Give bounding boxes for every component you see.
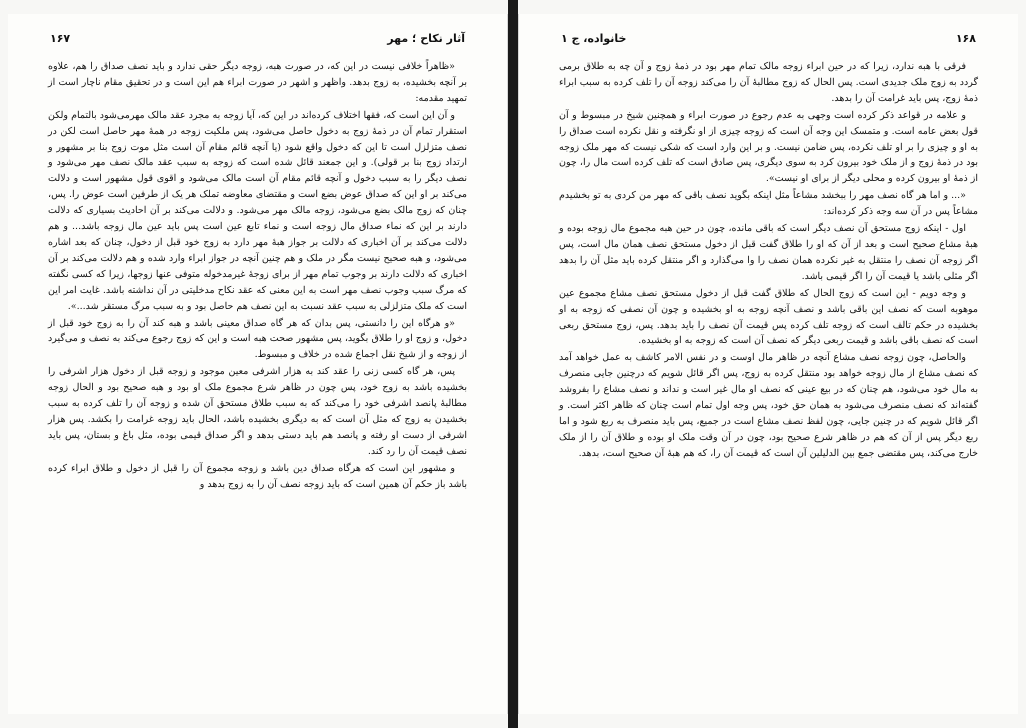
paragraph: والحاصل، چون زوجه نصف مشاع آنچه در ظاهر مال اوست و در نفس الامر کاشف به عمل خواهد آمد که نصف مشاع از مال زوجه خواهد بود منتقل کرده به زوج، پس اگر قائل شویم که درچنین جایی منصرف به مال خود می‌شود، هم چنان که در بیع عینی که نصف او مال غیر است و نداند و نصف مشاع را بفروشد گفته‌اند که نصف منصرف می‌شود به همان حق خود، پس وجه اول تمام است چنان که ظاهر اکثر است. و اگر قائل شویم که در چنین جایی، چون لفظ نصف مشاع است در جمیع، پس باید منصرف به ربع شود و اما ربع دیگر پس از آن که هم در ظاهر شرع صحیح بود، چون در آن وقت ملک او بوده و طلاق آن را از ملک خارج می‌کند، پس مقتضی جمع بین الدلیلین آن است که قیمت آن را، که هم هبهٔ آن صحیح است، بدهد. xyxy=(559,352,978,459)
paragraph: فرقی با هبه ندارد، زیرا که در حین ابراء زوجه مالک تمام مهر بود در ذمهٔ زوج و آن چه به طلاق برمی گردد به زوج ملک جدیدی است. پس الحال که زوج مطالبهٔ آن را می‌کند زوجه آن را تلف کرده به سبب ابراء ذمهٔ زوج، پس باید غرامت آن را بدهد. xyxy=(559,61,978,104)
paragraph: و علامه در قواعد ذکر کرده است وجهی به عدم رجوع در صورت ابراء و همچنین شیخ در مبسوط و آن قول بعض عامه است. و متمسک این وجه آن است که زوجه چیزی از او نگرفته و نقل نکرده است صداق را به او و چیزی را بر او تلف نکرده، پس ضامن نیست. و بر این وارد است که شکی نیست که مهر ملک زوجه بود در ذمهٔ زوج و از ملک خود بیرون کرد به سوی دیگری، پس صادق است که تلف کرده است مال را، چون از ذمهٔ او بیرون کرده و محلی دیگر از برای او نیست». xyxy=(559,109,978,185)
left-page-header xyxy=(48,32,467,45)
paragraph: پس، هر گاه کسی زنی را عقد کند به هزار اشرفی معین موجود و زوجه قبل از دخول هزار اشرفی را بخشیده باشد به زوج خود، پس چون در ظاهر شرع مجموع ملک او بود و هبه صحیح بود و الحال زوجه مطالبهٔ پانصد اشرفی خود را می‌کند که به سبب طلاق مستحق آن شده و زوجه آن را تلف کرده به سبب بخشیدن به زوج که مثل آن است که به دیگری بخشیده باشد، الحال باید زوجه غرامت را بکشد. پس هزار اشرفی از دست او رفته و پانصد هم باید دستی بدهد و اگر صداق قیمی بوده، مثل باغ و بستان، پس باید نصف قیمت آن را رد کند. xyxy=(48,366,467,457)
left-page-body xyxy=(48,59,467,492)
right-page-header xyxy=(559,32,978,45)
right-page xyxy=(518,14,1018,714)
paragraph: و وجه دویم - این است که زوج الحال که طلاق گفت قبل از دخول مستحق نصف مشاع مجموع عین موهوبه است که نصف این باقی باشد و نصف آنچه زوجه به او بخشیده و چون آن نصفی که زوجه به او بخشیده در حکم تالف است که زوجه تلف کرده پس قیمت آن نصف را باید بدهد. پس، زوج مستحق ربعی است که نصف باقی باشد و قیمت ربعی دیگر که نصف آن است که زوجه به او بخشیده. xyxy=(559,287,978,347)
left-page-number: ۱۶۷ xyxy=(50,32,71,45)
book-gutter xyxy=(508,0,518,728)
left-page xyxy=(8,14,508,714)
paragraph: اول - اینکه زوج مستحق آن نصف دیگر است که باقی مانده، چون در حین هبه مجموع مال زوجه بوده و هبهٔ مشاع صحیح است و بعد از آن که او را طلاق گفت قبل از دخول مستحق نصف همان مال است، پس اگر زوجه آن نصف را منتقل به غیر نکرده همان نصف را وا می‌گذارد و اگر منتقل کرده باید مثل آن را بدهد اگر مثلی باشد یا قیمت آن را اگر قیمی باشد. xyxy=(559,223,978,282)
paragraph: و مشهور این است که هرگاه صداق دین باشد و زوجه مجموع آن را قبل از دخول و طلاق ابراء کرده باشد باز حکم آن همین است که باید زوجه نصف آن را به زوج بدهد و xyxy=(48,462,467,490)
right-running-title: خانواده، ج ۱ xyxy=(561,32,627,45)
paragraph: «ظاهراً خلافی نیست در این که، در صورت هبه، زوجه دیگر حقی ندارد و باید نصف صداق را هم، علاوه بر آنچه بخشیده، به زوج بدهد. واظهر و اشهر در صورت ابراء هم این است و در تحقیق مقام ناچار است از تمهید مقدمه: xyxy=(48,61,467,104)
right-page-body xyxy=(559,59,978,462)
left-running-title: آثار نکاح ؛ مهر xyxy=(387,32,465,45)
paragraph: «... و اما هر گاه نصف مهر را ببخشد مشاعاً مثل اینکه بگوید نصف باقی که مهر من کردی به تو بخشیدم مشاعاً پس در آن سه وجه ذکر کرده‌اند: xyxy=(559,190,978,218)
right-page-number: ۱۶۸ xyxy=(955,32,976,45)
paragraph: و آن این است که، فقها اختلاف کرده‌اند در این که، آیا زوجه به مجرد عقد مالک مهرمی‌شود بالتمام ولکن استقرار تمام آن در ذمهٔ زوج به دخول حاصل می‌شود، پس ملکیت زوجه در همهٔ مهر حاصل است لکن در نصف متزلزل است تا این که دخول واقع شود (یا آنچه قائم مقام آن است مثل موت زوج بنا بر مشهور و ارتداد زوج بنا بر قولی). و این جمعند قائل شده است که زوجه به سبب عقد مالک نصف مهر می‌شود و نصف دیگر را به سبب دخول و آنچه قائم مقام آن است مالک می‌شود و اقوی قول مشهور است و دلالت می‌کند بر او این که صداق عوض بضع است و مقتضای معاوضه تملک هر یک از طرفین است عوض را. پس، چنان که زوج مالک بضع می‌شود، زوجه مالک مهر می‌شود. و دلالت می‌کند بر آن احادیث بسیاری که دلالت دارند بر این که نماء صداق مال زوجه است و نماء تابع عین است پس باید عین مال زوجه باشد... و هم دلالت می‌کند بر آن اخباری که دلالت بر جواز هبهٔ مهر دارد به زوج خود قبل از دخول، چنان که بعد اشاره می‌شود، و هبه صحیح نیست مگر در ملک و هم چنین آنچه در جواز ابراء وارد شده و هم دلالت می‌کند بر آن اخباری که دلالت دارند بر وجوب تمام مهر از برای زوجهٔ غیرمدخوله متوفی عنها زوجها، زیرا که کسی نگفته که مرگ سبب وجوب نصف مهر است به این معنی که عقد نکاح مدخلیتی در آن نداشته باشد. غایت امر این است که ملک متزلزلی به سبب عقد نسبت به این نصف هم حاصل بود و به سبب مرگ مستقر شد...». xyxy=(48,109,467,312)
paragraph: «و هرگاه این را دانستی، پس بدان که هر گاه صداق معینی باشد و هبه کند آن را به زوج خود قبل از دخول، و زوج او را طلاق بگوید، پس مشهور صحت هبه است و این که زوج رجوع می‌کند به نصف و می‌گیرد از زوجه و از شیخ نقل اجماع شده در خلاف و مبسوط. xyxy=(48,317,467,361)
